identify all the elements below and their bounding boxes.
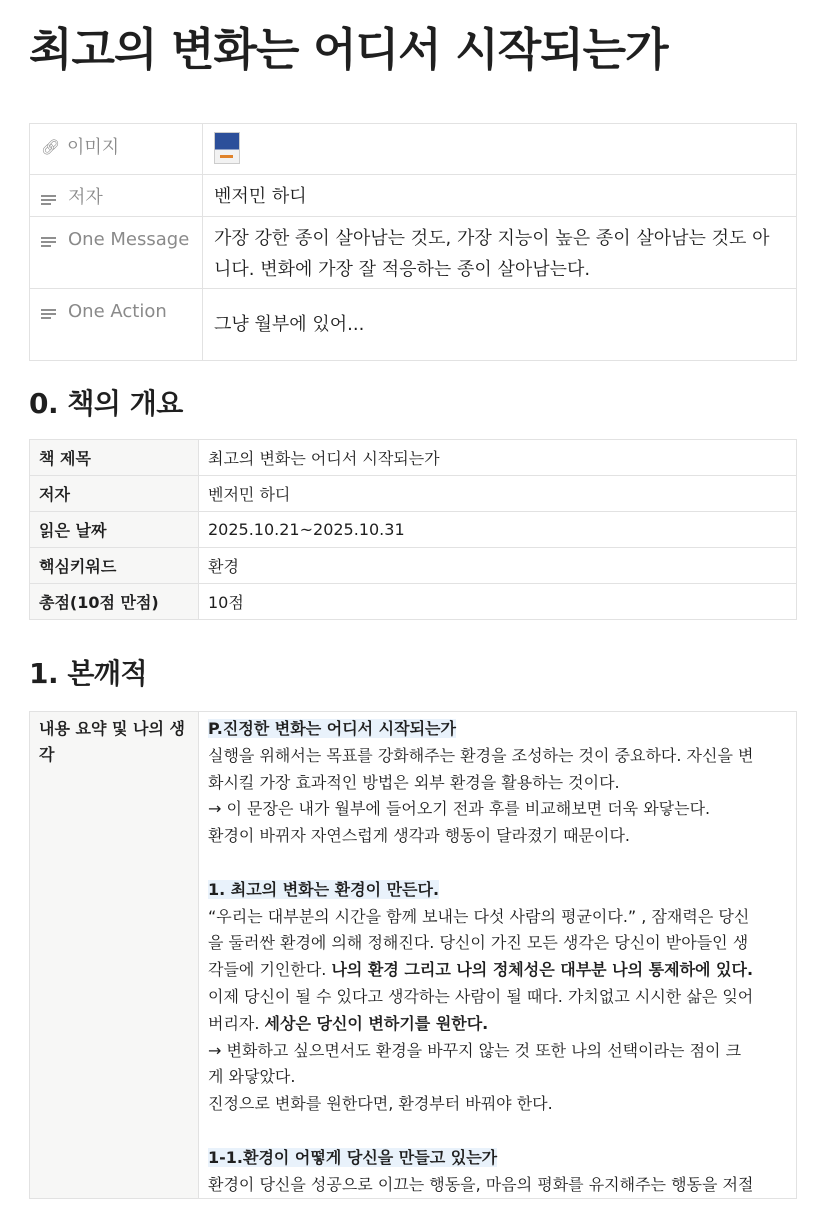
property-key-label: 이미지 bbox=[67, 137, 120, 158]
text-lines-icon bbox=[41, 237, 56, 246]
notes-cell[interactable] bbox=[199, 712, 797, 1199]
table-row bbox=[30, 712, 797, 1199]
property-key-label: 저자 bbox=[68, 187, 103, 208]
book-cover-image[interactable] bbox=[214, 132, 240, 164]
bold-text: 나의 환경 그리고 나의 정체성은 대부분 나의 통제하에 있다. bbox=[331, 960, 754, 980]
text-line: 진정으로 변화를 원한다면, 환경부터 바꿔야 한다. bbox=[208, 1094, 553, 1114]
property-key-label: One Action bbox=[68, 301, 167, 322]
text-line: 실행을 위해서는 목표를 강화해주는 환경을 조성하는 것이 중요하다. 자신을 변 bbox=[208, 745, 754, 765]
page-title: 최고의 변화는 어디서 시작되는가 bbox=[29, 23, 668, 76]
property-row-one-action bbox=[30, 289, 797, 361]
property-row-image bbox=[30, 124, 797, 175]
row-header: 저자 bbox=[30, 476, 199, 512]
cell[interactable]: 2025.10.21~2025.10.31 bbox=[199, 512, 797, 548]
text-lines-icon bbox=[41, 309, 56, 318]
text-line: 환경이 바뀌자 자연스럽게 생각과 행동이 달라졌기 때문이다. bbox=[208, 826, 631, 846]
property-value-text: 그냥 월부에 있어... bbox=[214, 314, 365, 335]
text-line: 을 둘러싼 환경에 의해 정해진다. 당신이 가진 모든 생각은 당신이 받아들인 생 bbox=[208, 933, 749, 953]
text-line bbox=[208, 957, 784, 984]
text-line bbox=[208, 1011, 784, 1038]
property-row-one-message bbox=[30, 217, 797, 289]
property-key[interactable] bbox=[30, 124, 203, 175]
table-row bbox=[30, 476, 797, 512]
property-key[interactable] bbox=[30, 289, 203, 361]
property-row-author bbox=[30, 175, 797, 217]
text-line: 이제 당신이 될 수 있다고 생각하는 사람이 될 때다. 가치없고 시시한 삶은 잊어 bbox=[208, 986, 754, 1006]
subheading-highlight: P.진정한 변화는 어디서 시작되는가 bbox=[208, 719, 456, 738]
cell[interactable]: 환경 bbox=[199, 548, 797, 584]
text-line: 화시킬 가장 효과적인 방법은 외부 환경을 활용하는 것이다. bbox=[208, 772, 620, 792]
property-value[interactable]: 벤저민 하디 bbox=[203, 175, 797, 217]
section-heading: 0. 책의 개요 bbox=[29, 387, 183, 420]
text-lines-icon bbox=[41, 195, 56, 204]
section-heading: 1. 본깨적 bbox=[29, 657, 148, 690]
property-value-image[interactable] bbox=[203, 124, 797, 175]
overview-table bbox=[29, 439, 797, 620]
property-key[interactable] bbox=[30, 175, 203, 217]
text-line: 게 와닿았다. bbox=[208, 1067, 296, 1087]
property-value[interactable] bbox=[203, 289, 797, 361]
subheading-highlight: 1-1.환경이 어떻게 당신을 만들고 있는가 bbox=[208, 1147, 498, 1167]
cell[interactable]: 벤저민 하디 bbox=[199, 476, 797, 512]
property-key-label: One Message bbox=[68, 229, 190, 250]
property-value[interactable]: 가장 강한 종이 살아남는 것도, 가장 지능이 높은 종이 살아남는 것도 아니다. 변화에 가장 잘 적응하는 종이 살아남는다. bbox=[203, 217, 797, 289]
cell[interactable]: 최고의 변화는 어디서 시작되는가 bbox=[199, 440, 797, 476]
properties-table bbox=[29, 123, 797, 361]
text-line: → 이 문장은 내가 월부에 들어오기 전과 후를 비교해보면 더욱 와닿는다. bbox=[208, 799, 711, 819]
table-row bbox=[30, 440, 797, 476]
row-header: 읽은 날짜 bbox=[30, 512, 199, 548]
row-header: 핵심키워드 bbox=[30, 548, 199, 584]
table-row bbox=[30, 512, 797, 548]
subheading-highlight: 1. 최고의 변화는 환경이 만든다. bbox=[208, 879, 440, 899]
text-line: “우리는 대부분의 시간을 함께 보내는 다섯 사람의 평균이다.” , 잠재력은 당신 bbox=[208, 906, 750, 926]
property-key[interactable] bbox=[30, 217, 203, 289]
spacer bbox=[208, 850, 784, 877]
text-line: 환경이 당신을 성공으로 이끄는 행동을, 마음의 평화를 유지해주는 행동을 저절 bbox=[208, 1174, 754, 1194]
text-span: 버리자. bbox=[208, 1013, 265, 1033]
table-row bbox=[30, 584, 797, 620]
cell[interactable]: 10점 bbox=[199, 584, 797, 620]
spacer bbox=[208, 1118, 784, 1145]
row-header: 내용 요약 및 나의 생각 bbox=[30, 712, 199, 1199]
bold-text: 세상은 당신이 변하기를 원한다. bbox=[264, 1013, 489, 1033]
table-row bbox=[30, 548, 797, 584]
text-line: → 변화하고 싶으면서도 환경을 바꾸지 않는 것 또한 나의 선택이라는 점이 크 bbox=[208, 1040, 742, 1060]
row-header: 책 제목 bbox=[30, 440, 199, 476]
notes-table bbox=[29, 711, 797, 1199]
text-span: 각들에 기인한다. bbox=[208, 960, 332, 980]
link-icon: 🔗︎ bbox=[41, 138, 61, 156]
row-header: 총점(10점 만점) bbox=[30, 584, 199, 620]
